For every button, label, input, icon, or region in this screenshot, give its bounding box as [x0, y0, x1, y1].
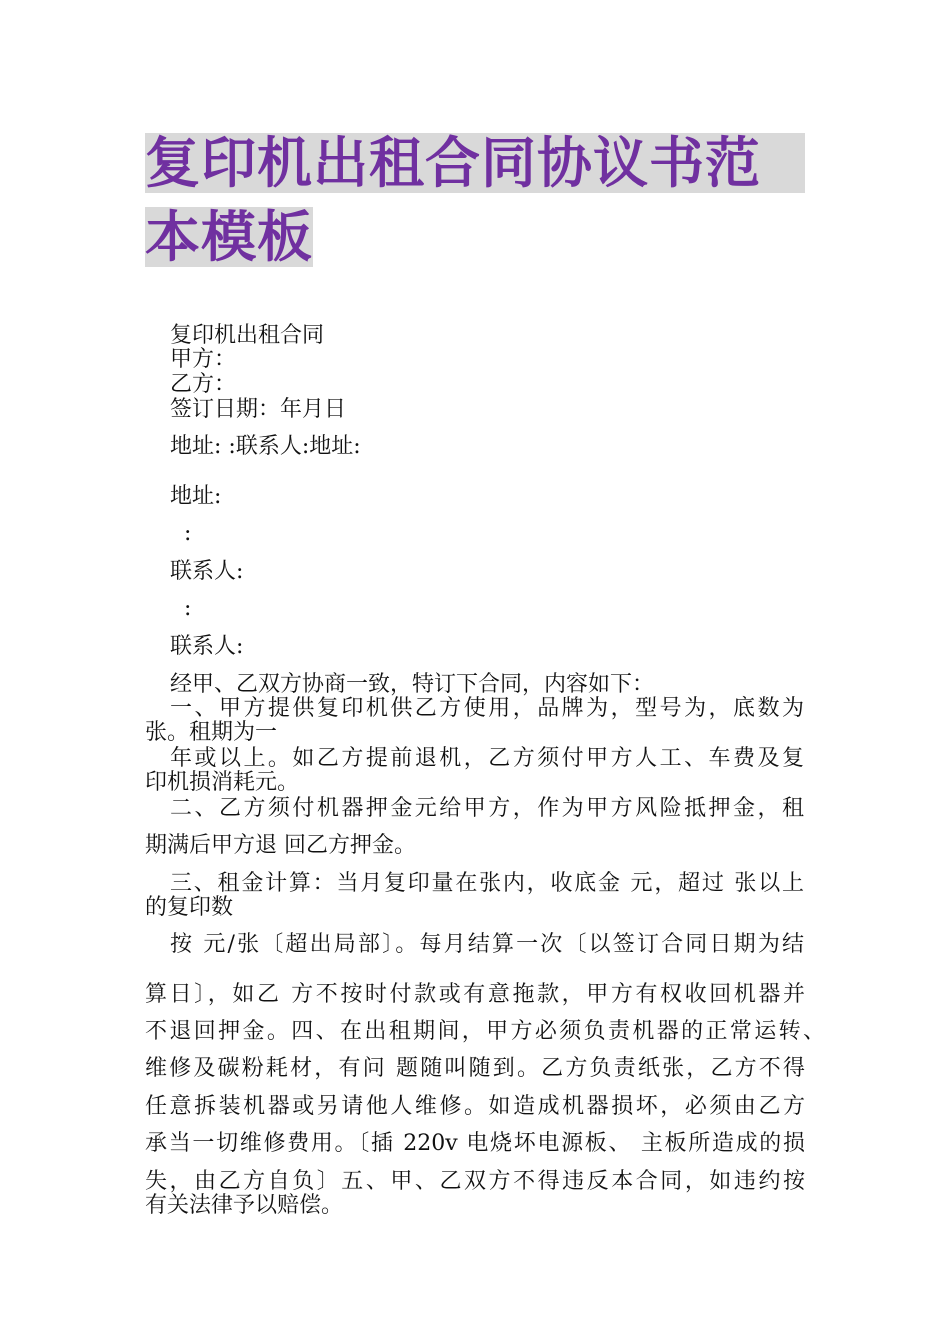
document-title-line-1: 复印机出租合同协议书范: [145, 133, 805, 193]
clause-3-line: 不退回押金。四、在出租期间，甲方必须负责机器的正常运转、: [145, 1019, 825, 1044]
clause-3-line: 算日〕，如乙 方不按时付款或有意拖款，甲方有权收回机器并: [145, 982, 805, 1007]
colon-line: :: [184, 521, 192, 546]
clause-3-line: 的复印数: [145, 895, 234, 920]
contact-label: 联系人:: [170, 634, 244, 659]
clause-3-line: 任意拆装机器或另请他人维修。如造成机器损坏，必须由乙方: [145, 1094, 805, 1119]
contact-label: 联系人:: [170, 559, 244, 584]
clause-1-line: 年或以上。如乙方提前退机，乙方须付甲方人工、车费及复: [170, 746, 804, 771]
colon-line: :: [184, 596, 192, 621]
clause-2-line: 期满后甲方退 回乙方押金。: [145, 833, 416, 858]
party-a-label: 甲方：: [170, 347, 237, 372]
document-title-line-2: 本模板: [145, 205, 314, 269]
clause-1-line: 张。租期为一: [145, 720, 278, 745]
clause-3-line: 失，由乙方自负〕五、甲、乙双方不得违反本合同，如违约按: [145, 1169, 805, 1194]
address-contact-row: 地址: :联系人:地址:: [170, 434, 361, 459]
clause-3-line: 维修及碳粉耗材，有问 题随叫随到。乙方负责纸张，乙方不得: [145, 1056, 805, 1081]
clause-2-line: 二、乙方须付机器押金元给甲方，作为甲方风险抵押金，租: [170, 796, 804, 821]
clause-1-line: 一、甲方提供复印机供乙方使用，品牌为，型号为，底数为: [170, 696, 804, 721]
clause-3-line: 承当一切维修费用。〔插 220v 电烧坏电源板、 主板所造成的损: [145, 1131, 805, 1156]
contract-heading: 复印机出租合同: [170, 323, 325, 348]
clause-3-line: 有关法律予以赔偿。: [145, 1193, 344, 1218]
intro-paragraph: 经甲、乙双方协商一致，特订下合同，内容如下：: [170, 672, 655, 697]
party-b-label: 乙方：: [170, 372, 237, 397]
address-label: 地址:: [170, 484, 222, 509]
clause-1-line: 印机损消耗元。: [145, 770, 300, 795]
clause-3-line: 按 元/张〔超出局部〕。每月结算一次〔以签订合同日期为结: [170, 932, 804, 957]
clause-3-line: 三、租金计算：当月复印量在张内，收底金 元，超过 张以上: [170, 871, 804, 896]
sign-date: 签订日期：年月日: [170, 397, 347, 422]
